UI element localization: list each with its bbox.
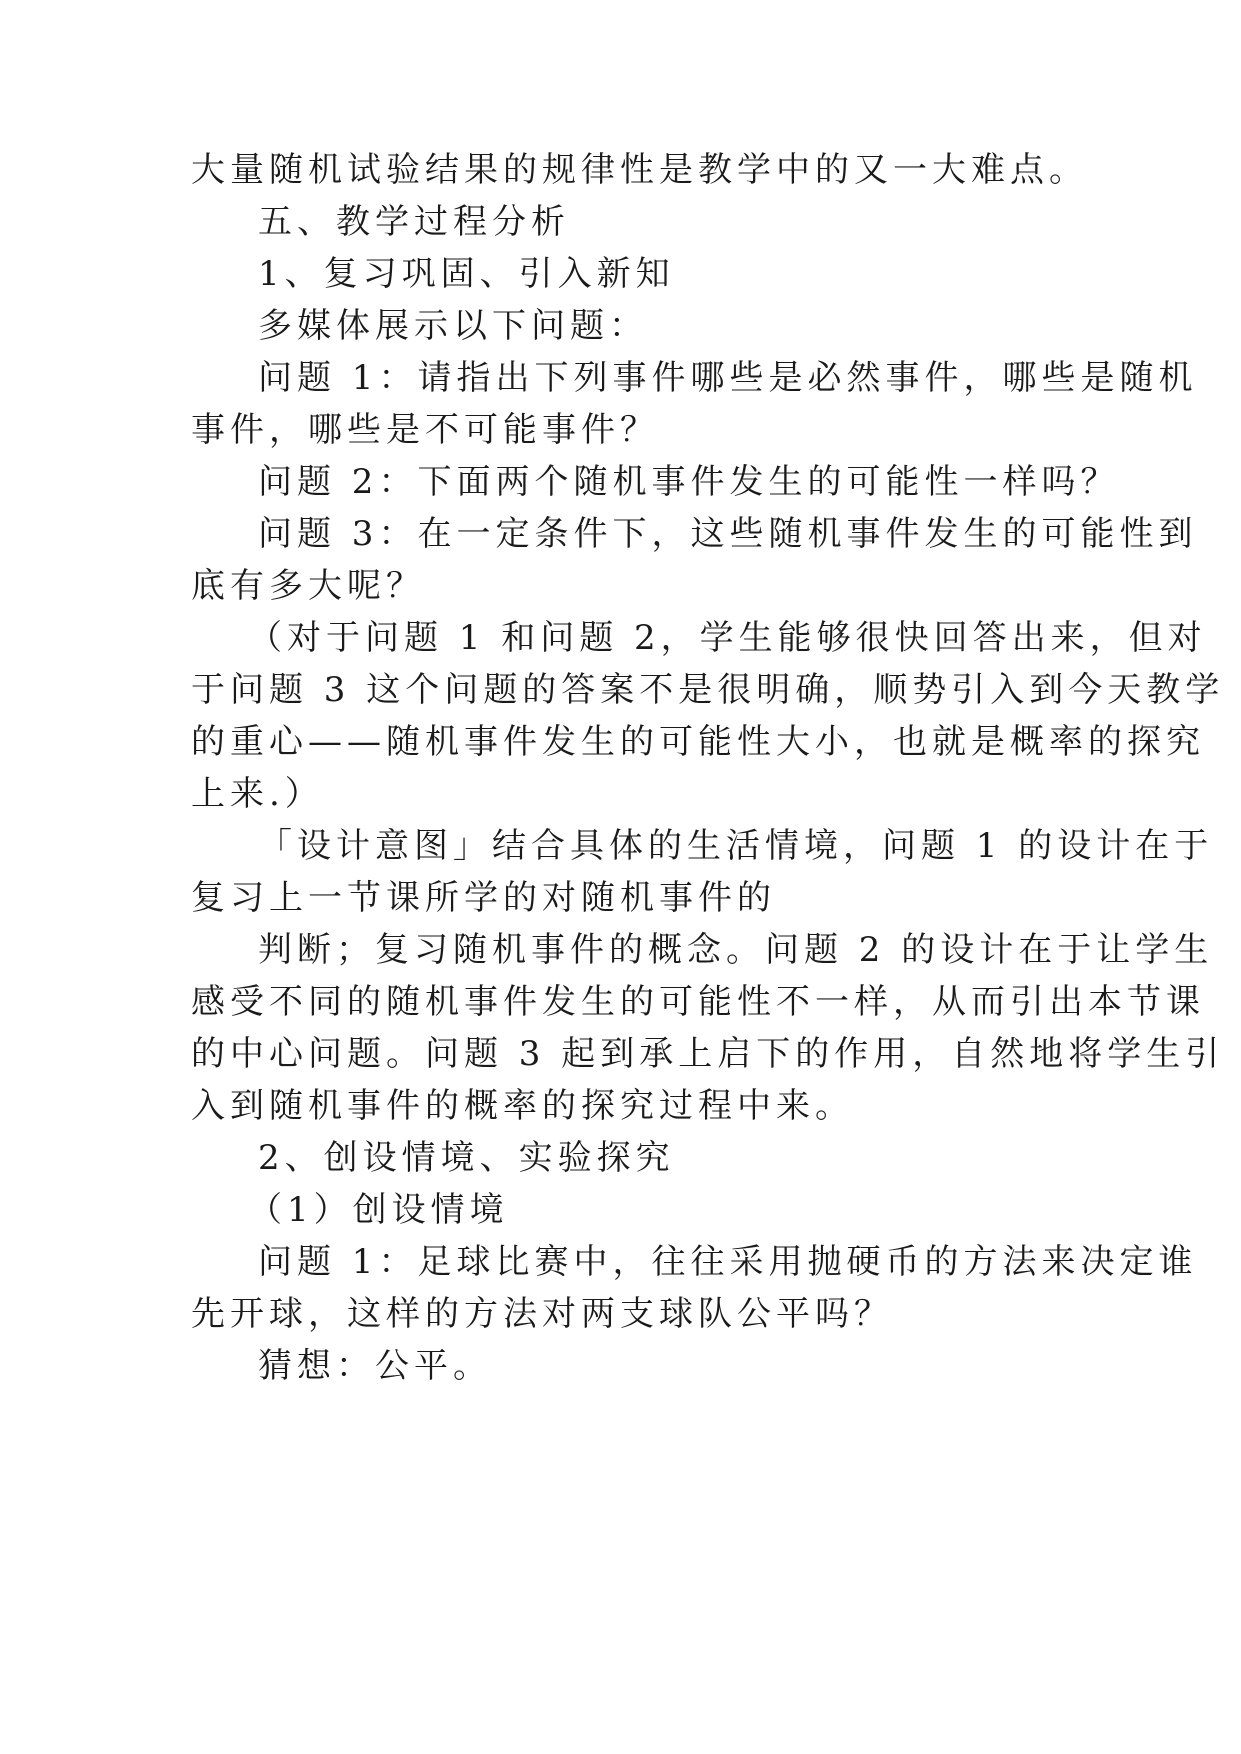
paragraph-line-continuation: 大量随机试验结果的规律性是教学中的又一大难点。 <box>191 150 1088 190</box>
note-line-continuation: 于问题 3 这个问题的答案不是很明确，顺势引入到今天教学 <box>191 670 1225 710</box>
section-heading: 五、教学过程分析 <box>258 202 570 242</box>
note-line-continuation: 上来.） <box>191 774 324 814</box>
design-intent-line: 「设计意图」结合具体的生活情境，问题 1 的设计在于 <box>258 826 1214 866</box>
question-line-continuation: 先开球，这样的方法对两支球队公平吗？ <box>191 1294 893 1334</box>
paragraph-line-continuation: 入到随机事件的概率的探究过程中来。 <box>191 1086 854 1126</box>
note-line-continuation: 的重心——随机事件发生的可能性大小，也就是概率的探究 <box>191 722 1205 762</box>
question-line: 问题 3：在一定条件下，这些随机事件发生的可能性到 <box>258 514 1198 554</box>
design-intent-line-continuation: 复习上一节课所学的对随机事件的 <box>191 878 776 918</box>
question-line-continuation: 事件，哪些是不可能事件？ <box>191 410 659 450</box>
subsection-heading: 1、复习巩固、引入新知 <box>258 254 675 294</box>
subsection-heading: 2、创设情境、实验探究 <box>258 1138 675 1178</box>
paragraph-line: 多媒体展示以下问题： <box>258 306 648 346</box>
question-line: 问题 2：下面两个随机事件发生的可能性一样吗？ <box>258 462 1120 502</box>
question-line: 问题 1：请指出下列事件哪些是必然事件，哪些是随机 <box>258 358 1198 398</box>
paragraph-line-continuation: 的中心问题。问题 3 起到承上启下的作用，自然地将学生引 <box>191 1034 1225 1074</box>
paragraph-line: 判断；复习随机事件的概念。问题 2 的设计在于让学生 <box>258 930 1214 970</box>
sub-subsection-heading: （1）创设情境 <box>248 1190 509 1230</box>
conjecture-line: 猜想：公平。 <box>258 1346 492 1386</box>
question-line: 问题 1：足球比赛中，往往采用抛硬币的方法来决定谁 <box>258 1242 1198 1282</box>
paragraph-line-continuation: 感受不同的随机事件发生的可能性不一样，从而引出本节课 <box>191 982 1205 1022</box>
note-line: （对于问题 1 和问题 2，学生能够很快回答出来，但对 <box>248 618 1207 658</box>
question-line-continuation: 底有多大呢？ <box>191 566 425 606</box>
